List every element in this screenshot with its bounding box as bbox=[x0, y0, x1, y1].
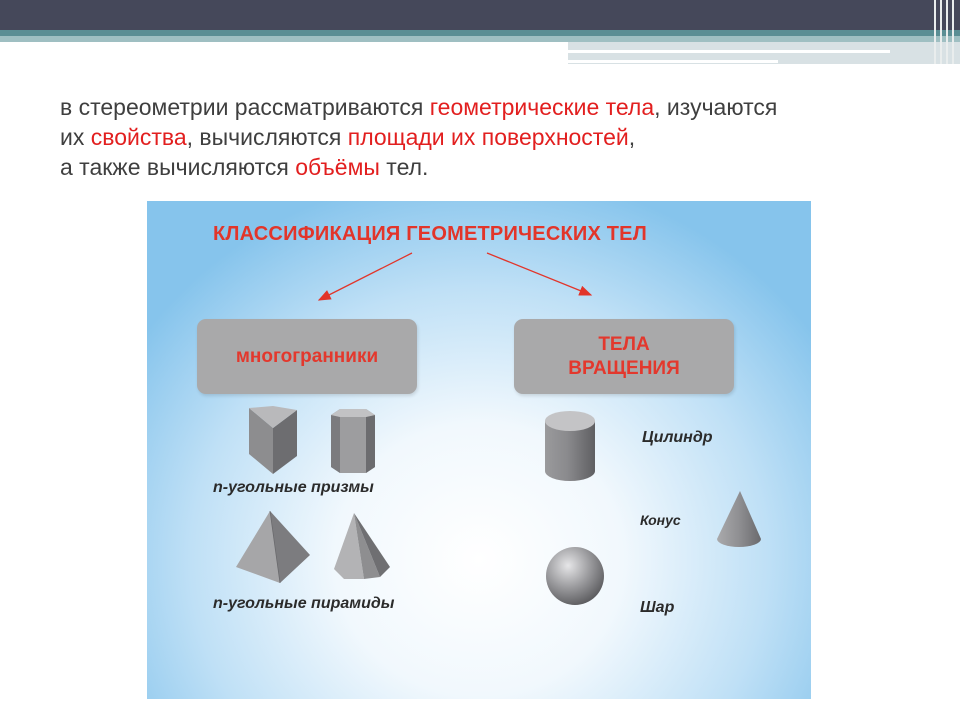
intro-text: а также вычисляются bbox=[60, 154, 296, 180]
classification-figure bbox=[147, 201, 811, 699]
rotation-bodies-box bbox=[514, 319, 734, 394]
intro-highlight: геометрические тела bbox=[429, 94, 655, 120]
cylinder-label: Цилиндр bbox=[642, 429, 713, 446]
intro-text: , изучаются bbox=[654, 94, 778, 120]
intro-line-2 bbox=[60, 122, 920, 152]
sphere-icon bbox=[544, 545, 606, 607]
intro-text: их bbox=[60, 124, 91, 150]
intro-text: , вычисляются bbox=[186, 124, 348, 150]
intro-text: в стереометрии рассматриваются bbox=[60, 94, 430, 120]
cone-icon bbox=[715, 489, 763, 551]
intro-highlight: объёмы bbox=[295, 154, 380, 180]
slide-decor-line bbox=[568, 60, 778, 63]
intro-line-1 bbox=[60, 92, 920, 122]
triangular-prism-icon bbox=[245, 404, 301, 478]
figure-title: КЛАССИФИКАЦИЯ ГЕОМЕТРИЧЕСКИХ ТЕЛ bbox=[213, 223, 647, 245]
sphere-label: Шар bbox=[640, 599, 675, 616]
intro-paragraph bbox=[60, 92, 920, 182]
rotation-label-line2: ВРАЩЕНИЯ bbox=[568, 357, 680, 379]
square-pyramid-icon bbox=[234, 509, 312, 585]
arrow-left bbox=[319, 253, 412, 300]
slide-decor-line bbox=[568, 50, 890, 53]
hexagonal-prism-icon bbox=[328, 407, 378, 475]
intro-highlight: площади их поверхностей bbox=[347, 124, 629, 150]
intro-text: тел. bbox=[379, 154, 429, 180]
intro-highlight: свойства bbox=[90, 124, 187, 150]
intro-line-3 bbox=[60, 152, 920, 182]
hexagonal-pyramid-icon bbox=[332, 511, 392, 581]
pyramids-label: n-угольные пирамиды bbox=[213, 595, 395, 612]
slide-top-bar bbox=[0, 0, 960, 30]
prisms-label: n-угольные призмы bbox=[213, 479, 374, 496]
polyhedra-box bbox=[197, 319, 417, 394]
slide-decor-vertical-lines bbox=[928, 0, 960, 64]
cone-label: Конус bbox=[640, 512, 681, 528]
arrow-right bbox=[487, 253, 591, 295]
intro-text: , bbox=[628, 124, 636, 150]
polyhedra-label: многогранники bbox=[235, 345, 379, 367]
cylinder-icon bbox=[543, 409, 597, 483]
rotation-label-line1: ТЕЛА bbox=[598, 333, 650, 355]
